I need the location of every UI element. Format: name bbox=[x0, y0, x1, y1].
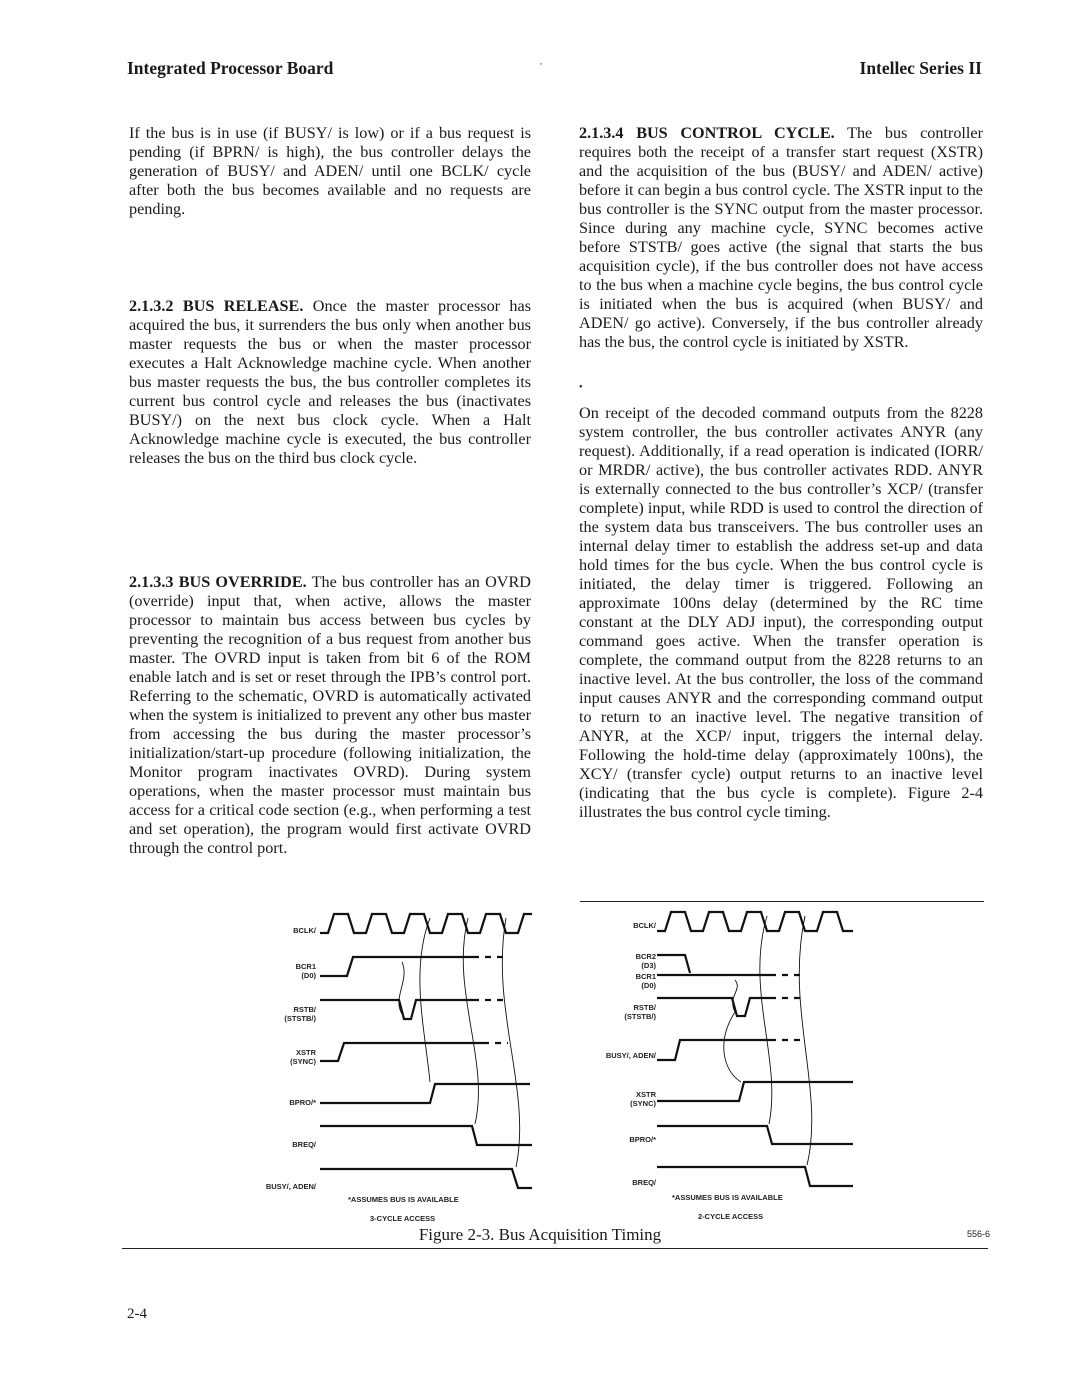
wave-busy-aden bbox=[657, 1040, 770, 1060]
arrow-bclk-to-bpro bbox=[760, 916, 772, 1124]
wave-bcr2 bbox=[657, 955, 690, 973]
bus-control-cycle-paragraph bbox=[579, 124, 983, 352]
signal-label-bcr1: BCR1 (D0) bbox=[295, 962, 316, 980]
wave-xstr bbox=[657, 1082, 853, 1101]
bus-override-paragraph bbox=[129, 573, 531, 858]
signal-label-bclk: BCLK/ bbox=[293, 926, 316, 935]
wave-bpro bbox=[657, 1126, 853, 1144]
signal-label-bpro: BPRO/* bbox=[629, 1135, 656, 1144]
arrow-bclk-to-breq bbox=[463, 918, 478, 1124]
signal-label-busy-aden: BUSY/, ADEN/ bbox=[605, 1051, 656, 1060]
signal-label-bclk: BCLK/ bbox=[633, 921, 656, 930]
figure-top-rule bbox=[580, 901, 984, 902]
running-header-left: Integrated Processor Board bbox=[127, 58, 334, 78]
signal-label-rstb: RSTB/ (STSTB/) bbox=[624, 1003, 656, 1021]
bus-override-heading: 2.1.3.3 BUS OVERRIDE. bbox=[129, 573, 307, 591]
bus-control-cycle-body: The bus controller requires both the receipt of a transfer start request (XSTR) and the acquisition of the bus (BUSY/ and ADEN/ active) before it can begin a bus control cycle. The XSTR input to the bus controller is the SYNC output from the master processor. Since during any machine cycle, SYNC becomes active before STSTB/ goes active (the signal that starts the bus acquisition cycle), if the bus controller does not have access to the bus when a machine cycle begins, the bus control cycle is initiated when the bus is acquired (when BUSY/ and ADEN/ go active). Conversely, if the bus controller already has the bus, the control cycle is initiated by XSTR. bbox=[579, 124, 983, 351]
signal-label-bpro: BPRO/* bbox=[289, 1098, 316, 1107]
wave-busy-aden bbox=[320, 1169, 532, 1188]
intro-paragraph: If the bus is in use (if BUSY/ is low) or if a bus request is pending (if BPRN/ is high), the bus controller delays the generation of BUSY/ and ADEN/ until one BCLK/ cycle after both the bus becomes available and no requests are pending. bbox=[129, 124, 531, 218]
signal-label-rstb: RSTB/ (STSTB/) bbox=[284, 1005, 316, 1023]
bus-override-body: The bus controller has an OVRD (override) input that, when active, allows the master processor to maintain bus access between bus cycles by preventing the recognition of a bus request from another bus master. The OVRD input is taken from bit 6 of the ROM enable latch and is set or reset through the IPB’s control port. Referring to the schematic, OVRD is automatically activated when the system is initialized to prevent any other bus master from accessing the bus during the master processor’s initialization/start-up procedure (following initialization, the Monitor program inactivates OVRD). During system operations, when the master processor must maintain bus access for a critical code section (e.g., when performing a test and set operation), the program would first activate OVRD through the control port. bbox=[129, 573, 531, 857]
arrow-rstb-to-xstr bbox=[724, 1012, 741, 1082]
command-outputs-paragraph: On receipt of the decoded command outputs from the 8228 system controller, the bus controller activates ANYR (any request). Additionally, if a read operation is indicated (IORR/ or MRDR/ active), the bus controller activates RDD. ANYR is externally connected to the bus controller’s XCP/ (transfer complete) input, while RDD is used to control the direction of the system data bus transceivers. The bus controller uses an internal delay timer to establish the address set-up and data hold times for the bus cycle. When the bus control cycle is initiated, the delay timer is triggered. Following an approximate 100ns delay (determined by the RC time constant at the DLY ADJ input), the corresponding output command goes active. When the transfer operation is complete, the command output from the 8228 returns to an inactive level. At the bus controller, the loss of the command input causes ANYR and the corresponding command output to return to an inactive level. The negative transition of ANYR, at the XCP/ input, triggers the internal delay. Following the hold-time delay (approximately 100ns), the XCY/ (transfer cycle) output returns to an inactive level (indicating that the bus cycle is complete). Figure 2-4 illustrates the bus control cycle timing. bbox=[579, 404, 983, 821]
signal-label-breq: BREQ/ bbox=[632, 1178, 656, 1187]
bus-control-cycle-heading: 2.1.3.4 BUS CONTROL CYCLE. bbox=[579, 124, 835, 142]
signal-label-busy-aden: BUSY/, ADEN/ bbox=[265, 1182, 316, 1191]
figure-code: 556-6 bbox=[966, 1229, 990, 1239]
figure-caption: Figure 2-3. Bus Acquisition Timing bbox=[418, 1225, 662, 1244]
bullet-mark: • bbox=[579, 382, 583, 393]
wave-bclk bbox=[657, 912, 853, 931]
footnote-2-cycle: *ASSUMES BUS IS AVAILABLE bbox=[672, 1193, 783, 1202]
wave-bcr1 bbox=[320, 957, 473, 976]
page-number: 2-4 bbox=[127, 1306, 147, 1322]
wave-xstr bbox=[320, 1043, 483, 1061]
wave-rstb bbox=[320, 1000, 473, 1019]
arrow-bclk-to-breq bbox=[799, 916, 812, 1165]
subtitle-3-cycle: 3-CYCLE ACCESS bbox=[370, 1214, 436, 1223]
waveforms-2-cycle bbox=[657, 910, 857, 1200]
bus-release-heading: 2.1.3.2 BUS RELEASE. bbox=[129, 297, 304, 315]
wave-bpro bbox=[320, 1084, 530, 1103]
signal-label-breq: BREQ/ bbox=[292, 1140, 316, 1149]
bus-release-paragraph bbox=[129, 297, 531, 468]
wave-breq bbox=[657, 1167, 853, 1186]
subtitle-2-cycle: 2-CYCLE ACCESS bbox=[698, 1212, 764, 1221]
signal-label-bcr2: BCR2 (D3) bbox=[635, 952, 656, 970]
running-header-right: Intellec Series II bbox=[859, 58, 982, 78]
wave-breq bbox=[320, 1126, 532, 1145]
footnote-3-cycle: *ASSUMES BUS IS AVAILABLE bbox=[348, 1195, 459, 1204]
waveforms-3-cycle bbox=[320, 910, 540, 1200]
signal-label-xstr: XSTR (SYNC) bbox=[290, 1048, 316, 1066]
stray-mark: ′ bbox=[540, 62, 543, 73]
figure-bottom-rule bbox=[122, 1248, 988, 1249]
signal-label-xstr: XSTR (SYNC) bbox=[630, 1090, 656, 1108]
wave-rstb bbox=[657, 998, 770, 1016]
arrow-bclk-to-busy bbox=[502, 918, 519, 1167]
signal-label-bcr1: BCR1 (D0) bbox=[635, 972, 656, 990]
bus-release-body: Once the master processor has acquired the bus, it surrenders the bus only when another bus master requests the bus or when the master processor executes a Halt Acknowledge machine cycle. When another bus master requests the bus, the bus controller completes its current bus control cycle and releases the bus (inactivates BUSY/) on the next bus clock cycle. When a Halt Acknowledge machine cycle is executed, the bus controller releases the bus on the third bus clock cycle. bbox=[129, 297, 532, 467]
